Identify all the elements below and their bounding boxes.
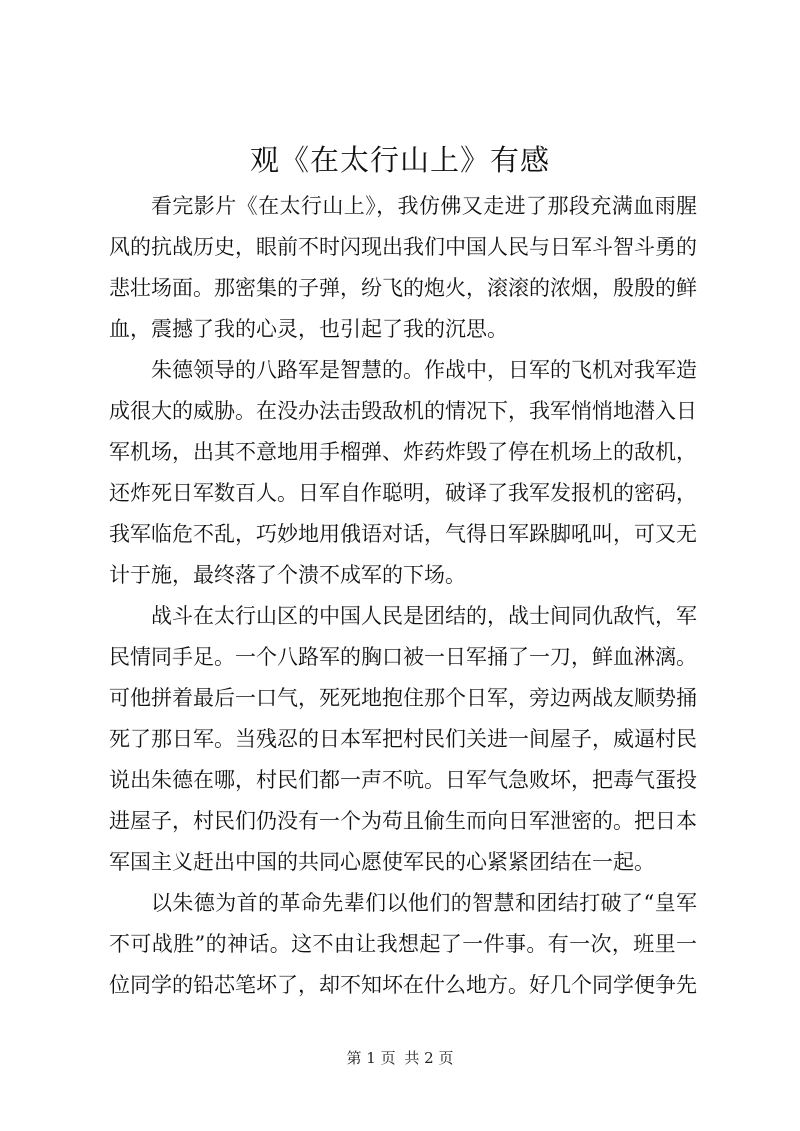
text-line: 不可战胜”的神话。这不由让我想起了一件事。有一次，班里一 bbox=[109, 932, 697, 956]
page-total: 共 2 页 bbox=[404, 1049, 454, 1067]
text-line: 我军临危不乱，巧妙地用俄语对话，气得日军跺脚吼叫，可又无 bbox=[109, 522, 697, 546]
page-footer bbox=[0, 1048, 800, 1068]
text-line: 血，震撼了我的心灵，也引起了我的沉思。 bbox=[109, 317, 508, 341]
page-number: 第 1 页 bbox=[346, 1049, 396, 1067]
text-line: 成很大的威胁。在没办法击毁敌机的情况下，我军悄悄地潜入日 bbox=[109, 399, 697, 423]
text-line: 还炸死日军数百人。日军自作聪明，破译了我军发报机的密码， bbox=[109, 481, 697, 505]
text-line: 看完影片《在太行山上》，我仿佛又走进了那段充满血雨腥 bbox=[151, 194, 697, 218]
text-line: 战斗在太行山区的中国人民是团结的，战士间同仇敌忾，军 bbox=[151, 604, 697, 628]
text-line: 以朱德为首的革命先辈们以他们的智慧和团结打破了“皇军 bbox=[151, 891, 697, 915]
paragraph-4 bbox=[109, 883, 697, 1006]
text-line: 可他拼着最后一口气，死死地抱住那个日军，旁边两战友顺势捅 bbox=[109, 686, 697, 710]
text-line: 说出朱德在哪，村民们都一声不吭。日军气急败坏，把毒气蛋投 bbox=[109, 768, 697, 792]
paragraph-3 bbox=[109, 596, 697, 883]
page-title: 观《在太行山上》有感 bbox=[249, 143, 550, 177]
text-line: 悲壮场面。那密集的子弹，纷飞的炮火，滚滚的浓烟，殷殷的鲜 bbox=[109, 276, 697, 300]
text-line: 位同学的铅芯笔坏了，却不知坏在什么地方。好几个同学便争先 bbox=[109, 973, 697, 997]
text-line: 进屋子，村民们仍没有一个为苟且偷生而向日军泄密的。把日本 bbox=[109, 809, 697, 833]
text-line: 军机场，出其不意地用手榴弹、炸药炸毁了停在机场上的敌机， bbox=[109, 440, 697, 464]
paragraph-2 bbox=[109, 350, 697, 596]
text-line: 朱德领导的八路军是智慧的。作战中，日军的飞机对我军造 bbox=[151, 358, 697, 382]
paragraph-1 bbox=[109, 186, 697, 350]
document-body bbox=[109, 186, 697, 1006]
text-line: 民情同手足。一个八路军的胸口被一日军捅了一刀，鲜血淋漓。 bbox=[109, 645, 697, 669]
text-line: 军国主义赶出中国的共同心愿使军民的心紧紧团结在一起。 bbox=[109, 850, 655, 874]
text-line: 死了那日军。当残忍的日本军把村民们关进一间屋子，威逼村民 bbox=[109, 727, 697, 751]
text-line: 风的抗战历史，眼前不时闪现出我们中国人民与日军斗智斗勇的 bbox=[109, 235, 697, 259]
text-line: 计于施，最终落了个溃不成军的下场。 bbox=[109, 563, 466, 587]
